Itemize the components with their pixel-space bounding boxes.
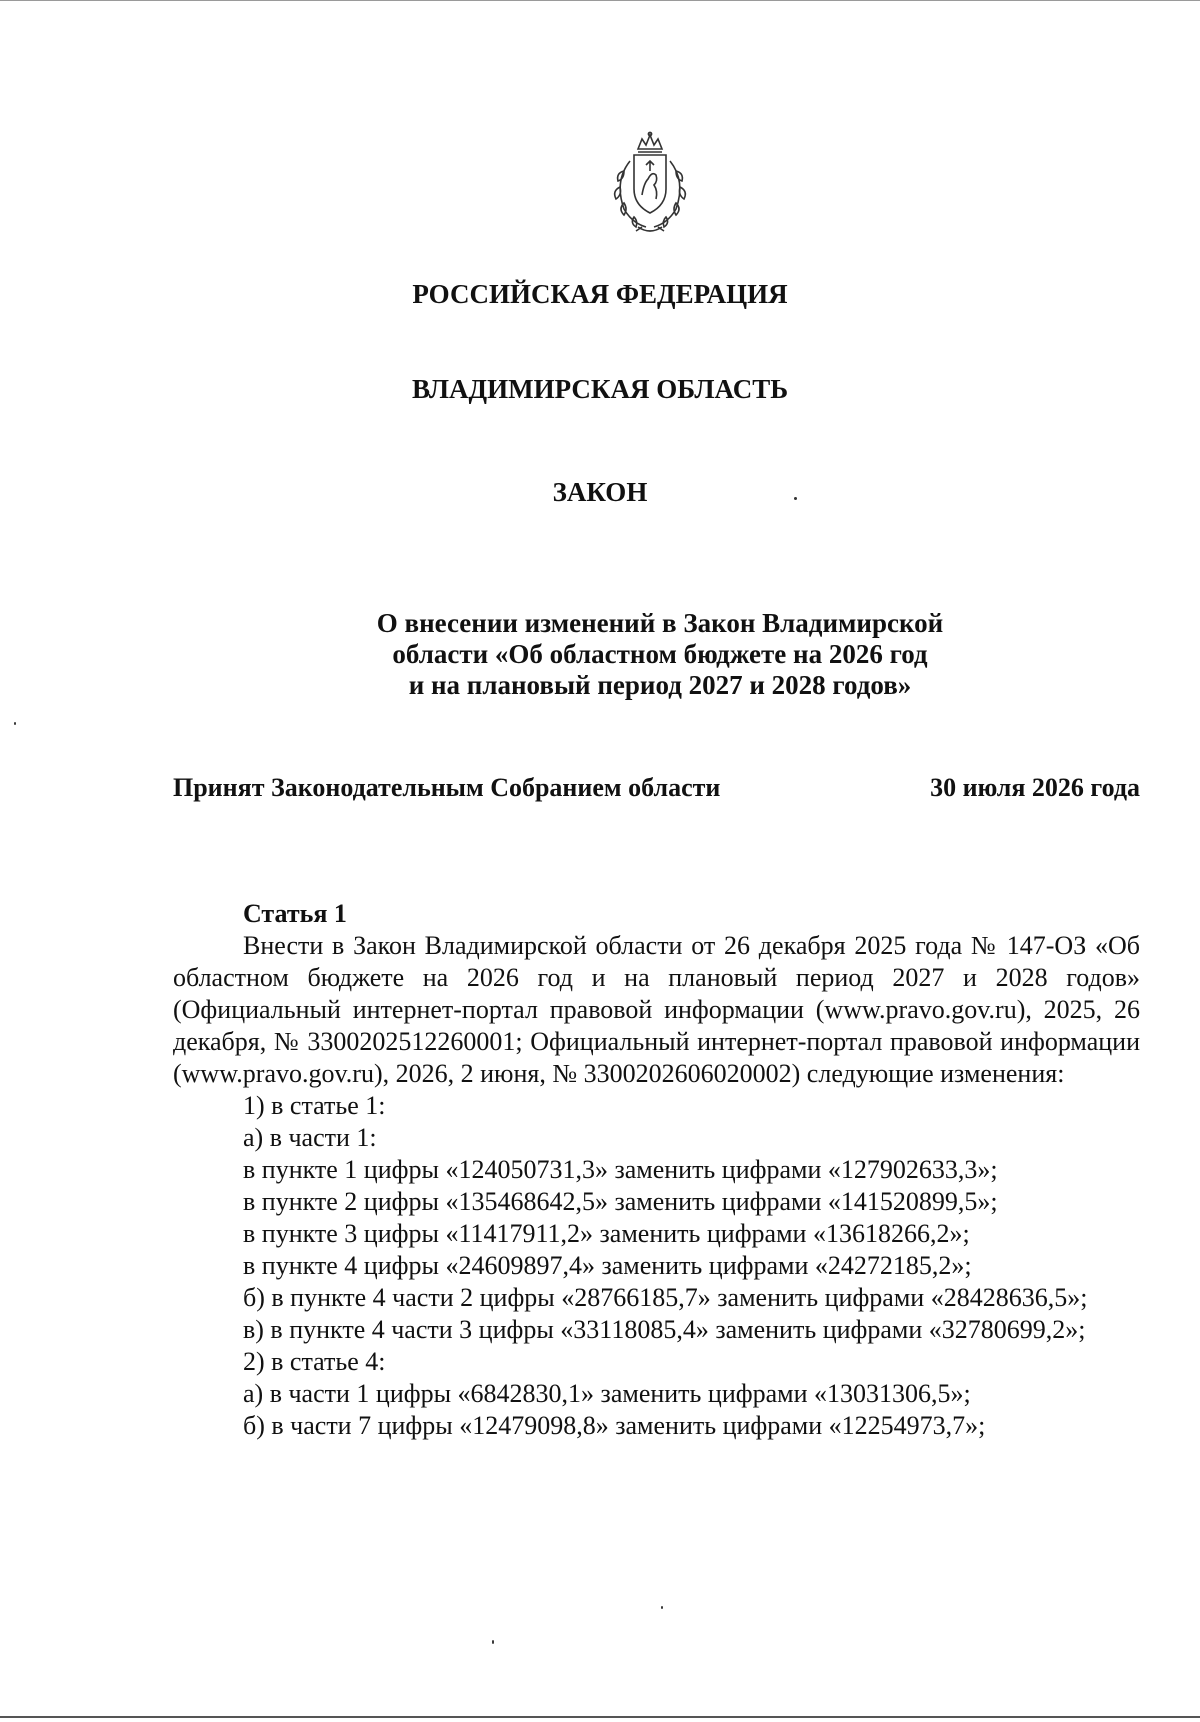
adoption-date: 30 июля 2026 года <box>930 773 1140 802</box>
scan-speck <box>661 1606 663 1609</box>
scan-speck <box>492 1640 494 1644</box>
bottom-scan-edge <box>0 1716 1200 1718</box>
article-paragraph: а) в части 1: <box>243 1123 377 1152</box>
article-paragraph: в пункте 4 цифры «24609897,4» заменить цифрами «24272185,2»; <box>243 1251 972 1280</box>
article-paragraph: б) в части 7 цифры «12479098,8» заменить цифрами «12254973,7»; <box>243 1411 986 1440</box>
article-paragraph: в пункте 1 цифры «124050731,3» заменить цифрами «127902633,3»; <box>243 1155 998 1184</box>
law-title-line: О внесении изменений в Закон Владимирской <box>376 608 944 638</box>
document-type-heading: ЗАКОН <box>552 477 648 507</box>
adoption-statement: Принят Законодательным Собранием области <box>173 773 721 802</box>
top-scan-edge <box>0 0 1200 1</box>
article-heading: Статья 1 <box>243 899 347 928</box>
law-title <box>0 608 1200 701</box>
law-title-line: и на плановый период 2027 и 2028 годов» <box>408 670 912 700</box>
article-paragraph: 2) в статье 4: <box>243 1347 386 1376</box>
scan-speck <box>794 497 797 500</box>
article-paragraph: в пункте 3 цифры «11417911,2» заменить цифрами «13618266,2»; <box>243 1219 970 1248</box>
article-paragraph: б) в пункте 4 части 2 цифры «28766185,7» заменить цифрами «28428636,5»; <box>243 1283 1088 1312</box>
law-title-line: области «Об областном бюджете на 2026 год <box>392 639 928 669</box>
article-body <box>173 930 1140 1442</box>
country-heading: РОССИЙСКАЯ ФЕДЕРАЦИЯ <box>412 279 788 309</box>
coat-of-arms-icon <box>606 131 694 235</box>
article-paragraph: Внести в Закон Владимирской области от 26 декабря 2025 года № 147-ОЗ «Об областном бюджете на 2026 год и на плановый период 2027 и 2028 годов» (Официальный интернет-портал правовой информации (www.pravo.gov.ru), 2025, 26 декабря, № 3300202512260001; Официальный интернет-портал правовой информации (www.pravo.gov.ru), 2026, 2 июня, № 3300202606020002) следующие изменения: <box>173 931 1140 1088</box>
article-paragraph: а) в части 1 цифры «6842830,1» заменить цифрами «13031306,5»; <box>243 1379 971 1408</box>
article-paragraph: в пункте 2 цифры «135468642,5» заменить цифрами «141520899,5»; <box>243 1187 998 1216</box>
article-paragraph: 1) в статье 1: <box>243 1091 386 1120</box>
article-paragraph: в) в пункте 4 части 3 цифры «33118085,4» заменить цифрами «32780699,2»; <box>243 1315 1086 1344</box>
region-heading: ВЛАДИМИРСКАЯ ОБЛАСТЬ <box>411 374 789 404</box>
scan-speck <box>14 722 16 725</box>
